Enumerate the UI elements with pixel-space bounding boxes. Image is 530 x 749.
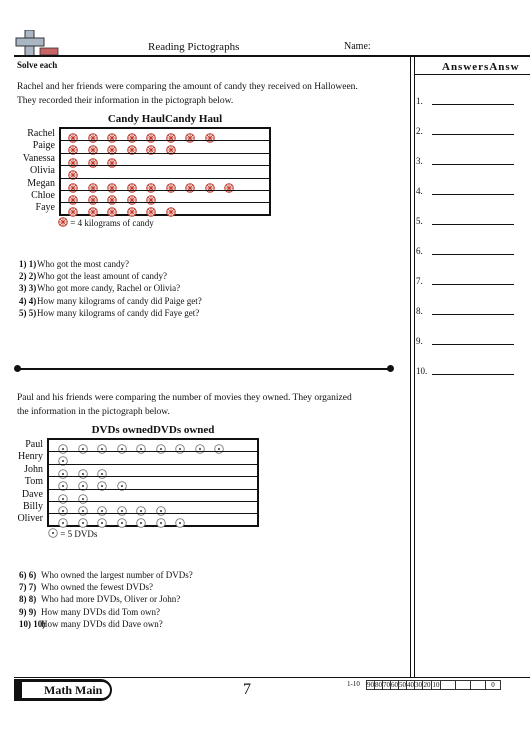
chart-row-label: Henry — [18, 451, 43, 463]
candy-icon — [127, 204, 137, 214]
dvd-icon — [195, 441, 205, 451]
grid-row-line — [49, 451, 257, 452]
candy-icon — [166, 130, 176, 140]
candy-icon — [88, 180, 98, 190]
question-number: 7) 7) — [19, 582, 37, 593]
grid-row-line — [49, 513, 257, 514]
separator-dot-left — [14, 365, 21, 372]
score-box: 40 — [407, 681, 414, 689]
candy-icon — [88, 155, 98, 165]
candy-icon — [107, 155, 117, 165]
dvd-icon — [58, 478, 68, 488]
question-text: Who got the most candy? — [37, 259, 129, 269]
answer-number: 5. — [416, 216, 423, 226]
candy-icon — [127, 192, 137, 202]
candy-icon — [146, 180, 156, 190]
chart-row-label: Tom — [24, 476, 43, 488]
chart-row-label: Faye — [35, 202, 55, 214]
score-box: 30 — [415, 681, 422, 689]
answer-blank[interactable] — [432, 314, 514, 315]
answer-blank[interactable] — [432, 284, 514, 285]
dvd-icon — [58, 503, 68, 513]
dvd-icon — [58, 515, 68, 525]
candy-icon — [88, 192, 98, 202]
candy-icon — [68, 155, 78, 165]
dvd-icon — [175, 441, 185, 451]
answer-blank[interactable] — [432, 164, 514, 165]
answer-number: 6. — [416, 246, 423, 256]
dvd-icon — [97, 503, 107, 513]
answer-number: 9. — [416, 336, 423, 346]
dvd-icon — [97, 466, 107, 476]
candy-icon — [68, 142, 78, 152]
candy-icon — [107, 142, 117, 152]
candy-icon — [107, 192, 117, 202]
brand-text: Math Main — [22, 682, 110, 698]
answer-number: 7. — [416, 276, 423, 286]
score-box: 10 — [432, 681, 440, 689]
dvd-icon — [97, 515, 107, 525]
candy-icon — [185, 180, 195, 190]
dvd-icon — [58, 441, 68, 451]
dvd-icon — [97, 478, 107, 488]
dvd-icon — [136, 515, 146, 525]
dvd-icon — [97, 441, 107, 451]
grid-row-line — [49, 476, 257, 477]
grid-row-line — [61, 190, 269, 191]
candy-icon — [107, 130, 117, 140]
instructions: Solve each — [17, 60, 58, 70]
answer-number: 2. — [416, 126, 423, 136]
section-separator — [18, 368, 390, 370]
question-number: 2) 2) — [19, 271, 37, 282]
dvd-icon — [117, 441, 127, 451]
dvd-icon — [78, 491, 88, 501]
answer-number: 1. — [416, 96, 423, 106]
candy-icon — [146, 142, 156, 152]
score-box: 80 — [375, 681, 382, 689]
candy-icon — [166, 142, 176, 152]
dvd-icon — [78, 441, 88, 451]
question-number: 8) 8) — [19, 594, 37, 605]
grid-row-line — [61, 140, 269, 141]
answer-blank[interactable] — [432, 224, 514, 225]
column-divider — [410, 55, 411, 677]
candy-icon — [146, 130, 156, 140]
chart-row-label: Billy — [22, 501, 43, 512]
answer-blank[interactable] — [432, 374, 514, 375]
candy-icon — [68, 130, 78, 140]
answer-blank[interactable] — [432, 194, 514, 195]
question-text: How many kilograms of candy did Faye get? — [37, 307, 200, 318]
logo-icon — [14, 30, 60, 56]
dvd-icon — [117, 515, 127, 525]
dvd-icon — [58, 466, 68, 476]
dvd-icon — [136, 503, 146, 513]
score-box: 70 — [383, 681, 390, 689]
dvd-icon — [156, 515, 166, 525]
candy-icon — [185, 130, 195, 140]
chart-row-label: Olivia — [30, 165, 55, 177]
question-number: 3) 3) — [19, 283, 37, 294]
section1-intro-line1: Rachel and her friends were comparing the amount of candy they received on Halloween. — [17, 82, 358, 92]
section2-intro-line1: Paul and his friends were comparing the number of movies they owned. They organized — [17, 393, 352, 403]
score-box: 60 — [391, 681, 398, 689]
chart-row-label: John — [24, 463, 43, 475]
dvd-icon — [78, 515, 88, 525]
question-text: Who got more candy, Rachel or Olivia? — [37, 283, 181, 294]
score-box: 50 — [399, 681, 406, 689]
candy-icon — [68, 167, 78, 177]
grid-row-line — [61, 202, 269, 203]
question-number: 1) 1) — [19, 259, 37, 269]
chart-row-label: Oliver — [17, 513, 43, 525]
chart1-title: Candy HaulCandy Haul — [107, 113, 223, 125]
dvd-icon — [48, 528, 58, 538]
chart-row-label: Megan — [27, 177, 55, 189]
header-rule — [14, 55, 530, 57]
page-title: Reading Pictographs — [148, 41, 240, 53]
score-box — [440, 680, 456, 690]
candy-icon — [68, 180, 78, 190]
chart1-legend-text: = 4 kilograms of candy — [70, 218, 154, 228]
candy-icon — [127, 180, 137, 190]
score-box — [455, 680, 471, 690]
grid-row-line — [61, 178, 269, 179]
column-divider — [414, 55, 415, 677]
answer-blank[interactable] — [432, 104, 514, 105]
candy-icon — [127, 142, 137, 152]
dvd-icon — [136, 441, 146, 451]
candy-icon — [58, 217, 68, 227]
answer-number: 4. — [416, 186, 423, 196]
grid-row-line — [49, 489, 257, 490]
candy-icon — [146, 204, 156, 214]
question-number: 4) 4) — [19, 295, 37, 306]
grid-row-line — [61, 153, 269, 154]
dvd-icon — [117, 503, 127, 513]
answer-number: 8. — [416, 306, 423, 316]
section1-intro-line2: They recorded their information in the pictograph below. — [17, 96, 234, 106]
dvd-icon — [156, 503, 166, 513]
question-number: 10) 10) — [19, 618, 46, 629]
chart2-title: DVDs ownedDVDs owned — [91, 424, 215, 436]
chart2-grid — [47, 438, 259, 527]
question-number: 5) 5) — [19, 307, 37, 318]
dvd-icon — [78, 503, 88, 513]
chart-row-label: Rachel — [27, 128, 55, 139]
chart-row-label: Chloe — [31, 190, 55, 201]
candy-icon — [224, 180, 234, 190]
dvd-icon — [58, 453, 68, 463]
candy-icon — [205, 180, 215, 190]
answer-number: 10. — [416, 366, 428, 376]
name-label: Name: — [344, 41, 371, 52]
dvd-icon — [156, 441, 166, 451]
question-number: 6) 6) — [19, 570, 37, 580]
score-box — [470, 680, 486, 690]
score-box: 90 — [367, 681, 374, 689]
question-text: Who owned the fewest DVDs? — [41, 582, 153, 593]
answers-rule — [415, 74, 530, 75]
brand-logo — [14, 679, 112, 701]
chart2-legend — [48, 528, 97, 539]
dvd-icon — [78, 466, 88, 476]
answers-title: AnswersAnsw — [442, 61, 520, 73]
chart2-legend-text: = 5 DVDs — [60, 529, 98, 539]
chart-row-label: Vanessa — [22, 152, 55, 164]
answer-blank[interactable] — [432, 344, 514, 345]
dvd-icon — [117, 478, 127, 488]
chart1-grid — [59, 127, 271, 216]
separator-dot-right — [387, 365, 394, 372]
chart1-legend — [58, 217, 154, 228]
candy-icon — [146, 192, 156, 202]
answer-number: 3. — [416, 156, 423, 166]
dvd-icon — [214, 441, 224, 451]
dvd-icon — [175, 515, 185, 525]
chart-row-label: Paul — [25, 439, 43, 450]
question-text: Who owned the largest number of DVDs? — [41, 570, 193, 580]
question-number: 9) 9) — [19, 606, 37, 617]
answer-blank[interactable] — [432, 254, 514, 255]
answer-blank[interactable] — [432, 134, 514, 135]
chart-row-label: Dave — [21, 488, 43, 500]
grid-row-line — [49, 464, 257, 465]
candy-icon — [205, 130, 215, 140]
candy-icon — [127, 130, 137, 140]
chart-row-label: Paige — [32, 140, 55, 152]
question-text: How many DVDs did Tom own? — [41, 606, 160, 617]
grid-row-line — [49, 501, 257, 502]
candy-icon — [88, 142, 98, 152]
page-number: 7 — [243, 681, 251, 698]
candy-icon — [68, 204, 78, 214]
question-text: Who had more DVDs, Oliver or John? — [41, 594, 181, 605]
candy-icon — [68, 192, 78, 202]
question-text: How many kilograms of candy did Paige get? — [37, 295, 202, 306]
dvd-icon — [78, 478, 88, 488]
section2-intro-line2: the information in the pictograph below. — [17, 407, 170, 417]
grid-row-line — [61, 165, 269, 166]
candy-icon — [166, 180, 176, 190]
question-text: Who got the least amount of candy? — [37, 271, 167, 282]
dvd-icon — [58, 491, 68, 501]
score-box: 0 — [485, 680, 501, 690]
candy-icon — [88, 130, 98, 140]
candy-icon — [107, 204, 117, 214]
question-text: How many DVDs did Dave own? — [41, 618, 163, 629]
footer-rule — [14, 677, 530, 678]
score-box: 20 — [423, 681, 431, 689]
score-range: 1-10 — [347, 680, 360, 688]
candy-icon — [166, 204, 176, 214]
candy-icon — [107, 180, 117, 190]
candy-icon — [88, 204, 98, 214]
